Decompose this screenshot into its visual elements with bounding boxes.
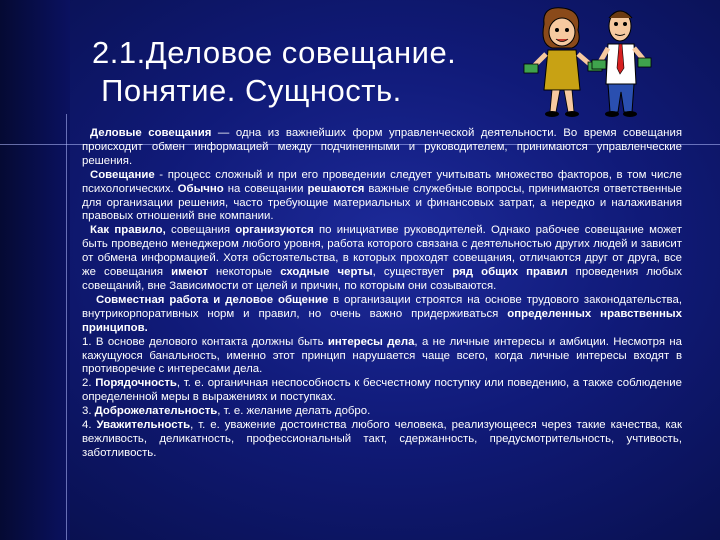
- text: некоторые: [207, 266, 281, 279]
- text: , т. е. желание делать добро.: [217, 405, 371, 418]
- list-item-2: [82, 377, 682, 405]
- text: 4.: [82, 419, 97, 432]
- term: Совещание: [90, 168, 155, 181]
- term: определенных нравственных принципов.: [82, 307, 682, 334]
- text: , существует: [372, 266, 453, 279]
- text: по инициативе руководителей. Однако рабочее совещание может быть проведено менеджером любого уровня, работа которого связана с деятельностью других людей и зависит от обмена информацией. Хотя обстоятельства, в которых проходят совещания, отличаются друг от друга, все же совещания: [82, 224, 682, 279]
- text: совещания: [165, 224, 236, 237]
- slide-title: [92, 34, 456, 110]
- term: решаются: [307, 182, 365, 195]
- text: важные служебные вопросы, принимаются ответственные для организации решения, часто требующие материальных и финансовых затрат, а нередко и налаживания правовых отношений вне компании.: [82, 182, 682, 223]
- term: ряд общих правил: [452, 266, 568, 279]
- title-line-2: Понятие. Сущность.: [92, 73, 402, 108]
- text: 1. В основе делового контакта должны быть: [82, 335, 328, 348]
- term: сходные черты: [280, 266, 373, 279]
- term: Обычно: [177, 182, 224, 195]
- left-decorative-band: [0, 0, 70, 540]
- vertical-rule: [66, 114, 67, 540]
- term: Доброжелательность: [94, 405, 218, 418]
- term: Уважительность: [96, 419, 191, 432]
- text: проведения любых совещаний, вне Зависимости от целей и причин, по которым они созываются.: [82, 266, 683, 292]
- business-people-with-money-clipart-icon: [522, 4, 652, 120]
- term: Порядочность: [95, 377, 177, 390]
- term: имеют: [171, 266, 208, 279]
- paragraph-meeting-definition: [82, 169, 682, 225]
- term: Как правило,: [90, 224, 166, 237]
- text: , а не личные интересы и амбиции. Несмотря на кажущуюся банальность, именно этот принцип нарушается чаще всего, когда личные интересы входят в противоречие с интересами дела.: [82, 335, 683, 376]
- paragraph-joint-work: [82, 294, 682, 336]
- text: 3.: [82, 405, 95, 418]
- text: на совещании: [223, 182, 308, 195]
- text: в организации строятся на основе трудового законодательства, внутрикорпоративных норм и правил, но очень важно придерживаться: [82, 293, 682, 320]
- term: организуются: [235, 224, 314, 237]
- term: Совместная работа и деловое общение: [96, 293, 329, 306]
- text: — одна из важнейших форм управленческой деятельности. Во время совещания происходит обмен информацией между подчиненными и руководителем, принимаются управленческие решения.: [82, 127, 682, 167]
- list-item-3: [82, 405, 682, 419]
- woman-figure: [524, 8, 602, 117]
- term: Деловые совещания: [90, 127, 212, 139]
- paragraph-organization: [82, 224, 682, 294]
- text: 2.: [82, 377, 96, 390]
- term: интересы дела: [327, 335, 415, 348]
- paragraph-business-meetings: [82, 127, 682, 169]
- text: , т. е. органичная неспособность к бесчестному поступку или поведению, а также соблюдение определенной меры в выражениях и поступках.: [82, 377, 683, 404]
- text: - процесс сложный и при его проведении следует учитывать множество факторов, в том числе психологических.: [82, 168, 682, 195]
- list-item-4: [82, 419, 682, 461]
- list-item-1: [82, 336, 682, 378]
- man-figure: [592, 11, 651, 117]
- slide-body: [82, 127, 682, 461]
- text: , т. е. уважение достоинства любого человека, реализующееся через такие качества, как вежливость, деликатность, профессиональный такт, сдержанность, предусмотрительность, учтивость, заботливость.: [82, 419, 682, 459]
- title-line-1: 2.1.Деловое совещание.: [92, 35, 457, 70]
